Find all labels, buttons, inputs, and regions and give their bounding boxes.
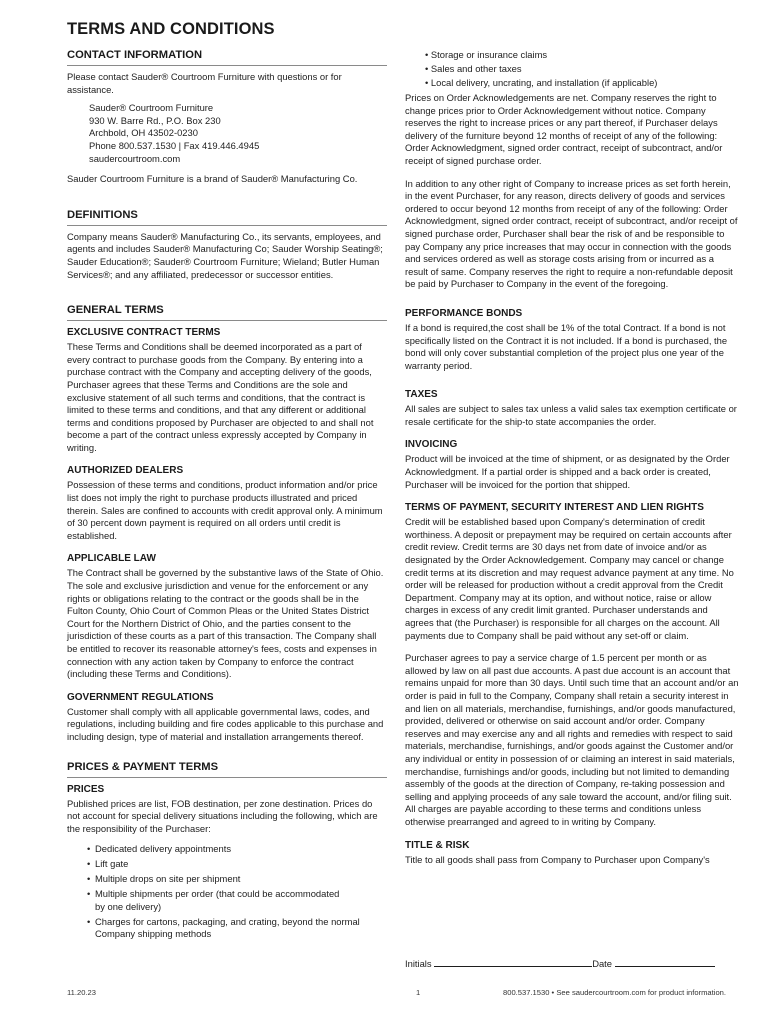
performance-bonds-heading: PERFORMANCE BONDS	[405, 307, 523, 319]
contact-intro: Please contact Sauder® Courtroom Furniture with questions or for assistance.	[67, 71, 342, 95]
taxes-text: All sales are subject to sales tax unless a valid sales tax exemption certificate or resale certificate for the ship-to state accompanies the order.	[405, 403, 737, 427]
prices-payment-heading: PRICES & PAYMENT TERMS	[67, 760, 387, 778]
authorized-dealers-text: Possession of these terms and conditions, product information and/or price list does not imply the right to purchase products illustrated and priced therein. Sales are confined to accounts with credit approval only. A minimum of 30 percent down payment is required on all orders until credit is established.	[67, 479, 383, 541]
government-regulations-text: Customer shall comply with all applicable governmental laws, codes, and regulations, including building and fire codes applicable to this purchase and including design, type of material and installation arrangements thereof.	[67, 705, 384, 742]
list-item: • Lift gate	[87, 858, 129, 870]
address-line: Sauder® Courtroom Furniture	[89, 102, 214, 114]
title-risk-heading: TITLE & RISK	[405, 839, 470, 851]
government-regulations-heading: GOVERNMENT REGULATIONS	[67, 691, 214, 703]
list-item: • Dedicated delivery appointments	[87, 843, 232, 855]
invoicing-heading: INVOICING	[405, 439, 458, 451]
applicable-law-text: The Contract shall be governed by the substantive laws of the State of Ohio. The sole and exclusive jurisdiction and venue for the enforcement or any rights or obligations relating to the contract or the goods shall be in the Fulton County, Ohio Court of Common Pleas or the United States District Court for the Northern District of Ohio, and the parties consent to the jurisdiction of these courts as a part of this transaction. The Company shall be entitled to recover its reasonable attorney's fees, costs and expenses in connection with any action taken by Company to enforce the contract (including these Terms and Conditions).	[67, 567, 384, 680]
definitions-text: Company means Sauder® Manufacturing Co., its servants, employees, and agents and includes Sauder® Manufacturing Co; Sauder Worship Seating®; Sauder Education®; Sauder® Courtroom Furniture; Wieland; Butler Human Services®; and any affiliated, predecessor or successor entities.	[67, 230, 383, 280]
exclusive-terms-heading: EXCLUSIVE CONTRACT TERMS	[67, 327, 221, 339]
date-label: Date	[592, 958, 612, 969]
date-field[interactable]	[615, 957, 715, 967]
title-risk-text: Title to all goods shall pass from Company to Purchaser upon Company's	[405, 853, 710, 865]
special-delivery-list	[67, 843, 387, 941]
footer-contact: 800.537.1530 • See saudercourtroom.com for product information.	[503, 988, 727, 997]
initials-field[interactable]	[434, 957, 592, 967]
initials-date-row	[405, 957, 739, 971]
address-line: 930 W. Barre Rd., P.O. Box 230	[89, 114, 221, 126]
initials-label: Initials	[405, 958, 432, 969]
definitions-heading: DEFINITIONS	[67, 208, 387, 226]
net-prices-text: Prices on Order Acknowledgements are net. Company reserves the right to change prices prior to Order Acknowledgement without notice. Company reserves the right to increase prices or any part thereof, if Purchaser delays delivery of the furniture beyond 12 months of receipt of any of the following: Order Acknowledgment, signed order contract, receipt of subcontract, and/or receipt of signed purchase order.	[405, 92, 723, 166]
list-item: • Sales and other taxes	[425, 63, 522, 74]
prices-text: Published prices are list, FOB destination, per zone destination. Prices do not account for special delivery situations including the following, which are the responsibility of the Purchaser:	[67, 797, 378, 834]
performance-bonds-text: If a bond is required,the cost shall be 1% of the total Contract. If a bond is not specifically listed on the Contract it is not included. If a bond is purchased, the bond will only cover substantial completion of the project plus one year of the warranty period.	[405, 321, 728, 371]
page-title: TERMS AND CONDITIONS	[67, 20, 275, 38]
list-item: • Storage or insurance claims	[425, 49, 548, 60]
service-charge-text: Purchaser agrees to pay a service charge of 1.5 percent per month or as allowed by law on all past due accounts. A past due account is an account that remains unpaid for more than 30 days. Until such time that an account and/or an order is paid in full to the Company, Company shall retain a security interest in and lien on all materials, merchandise, furnishings, and/or goods manufactured, provided, delivered or otherwise on said account and/or order. Company reserves and may exercise any and all rights and remedies with respect to said materials, merchandise, furnishings, and/or goods against the Customer and/or any individual or entity in possession of or claiming an interest in said materials, merchandise, furnishings and/or goods, including but not limited to demanding assembly of the goods at the direction of Company, re-taking possession and selling and applying proceeds of any sale toward the account, and/or filing suit. All charges are payable according to these terms and conditions unless otherwise prearranged and agreed to in writing by Company.	[405, 652, 739, 827]
list-item: • Multiple shipments per order (that could be accommodated by one delivery)	[87, 888, 340, 912]
taxes-heading: TAXES	[405, 389, 438, 401]
terms-of-payment-heading: TERMS OF PAYMENT, SECURITY INTEREST AND LIEN RIGHTS	[405, 502, 704, 514]
address-line: Phone 800.537.1530 | Fax 419.446.4945	[89, 139, 260, 151]
special-delivery-list-continued	[405, 48, 739, 90]
applicable-law-heading: APPLICABLE LAW	[67, 553, 156, 565]
invoicing-text: Product will be invoiced at the time of shipment, or as designated by the Order Acknowledgment. If a partial order is shipped and a back order is created, Purchaser will be invoiced for the portion that shipped.	[405, 453, 730, 490]
right-column	[405, 48, 739, 872]
address-line: Archbold, OH 43502-0230	[89, 127, 198, 139]
price-increase-text: In addition to any other right of Company to increase prices as set forth herein, in the event Purchaser, for any reason, directs delivery of goods and services ordered to occur beyond 12 months from receipt of any of the following: Order Acknowledgment, signed order contract, receipt of subcontract, and/or receipt of signed purchase order, Purchaser shall bear the risk of and be responsible to pay Company any price increases that may occur in connection with the goods and services ordered as well as storage costs arising from or incurred as a result of same. Company reserves the right to require a non-refundable deposit be paid by Purchaser to Company in the event of the foregoing.	[405, 177, 738, 290]
terms-of-payment-text: Credit will be established based upon Company's determination of credit worthiness. A deposit or prepayment may be required on certain accounts after credit review. Credit terms are 30 days net from date of invoice and/or as designated by the Order Acknowledgement. Company may cancel or change credit terms at its discretion and may request advance payment at any time. No order will be released for production without a credit approval from the Credit Department. Company may at its option, and without notice, raise or allow charges in excess of any credit limit granted. Purchaser understands and agrees that (the Purchaser) is responsible for all charges on the account. All payments due to Company shall be paid without any set-off or claim.	[405, 516, 734, 641]
list-item: • Multiple drops on site per shipment	[87, 873, 241, 885]
authorized-dealers-heading: AUTHORIZED DEALERS	[67, 465, 184, 477]
left-column	[67, 48, 387, 943]
brand-note: Sauder Courtroom Furniture is a brand of Sauder® Manufacturing Co.	[67, 173, 358, 185]
prices-heading: PRICES	[67, 783, 105, 795]
list-item: • Local delivery, uncrating, and installation (if applicable)	[425, 77, 658, 88]
exclusive-terms-text: These Terms and Conditions shall be deemed incorporated as a part of every contract to purchase goods from the Company. By entering into a purchase contract with the Company and accepting delivery of the goods, Purchaser agrees that these Terms and Conditions are the sole and exclusive statement of all such terms and conditions, that the contract is limited to these terms and conditions, and that any different or additional terms and conditions proposed by Purchaser are objected to and shall not become a part of the contract unless expressly accepted by Company in writing.	[67, 341, 374, 453]
footer-date: 11.20.23	[67, 988, 96, 997]
page-number: 1	[416, 988, 421, 997]
website-link[interactable]: saudercourtroom.com	[89, 152, 181, 164]
list-item: • Charges for cartons, packaging, and crating, beyond the normal Company shipping methods	[87, 915, 360, 940]
contact-heading: CONTACT INFORMATION	[67, 48, 387, 66]
general-terms-heading: GENERAL TERMS	[67, 303, 387, 321]
address-block	[67, 102, 387, 165]
